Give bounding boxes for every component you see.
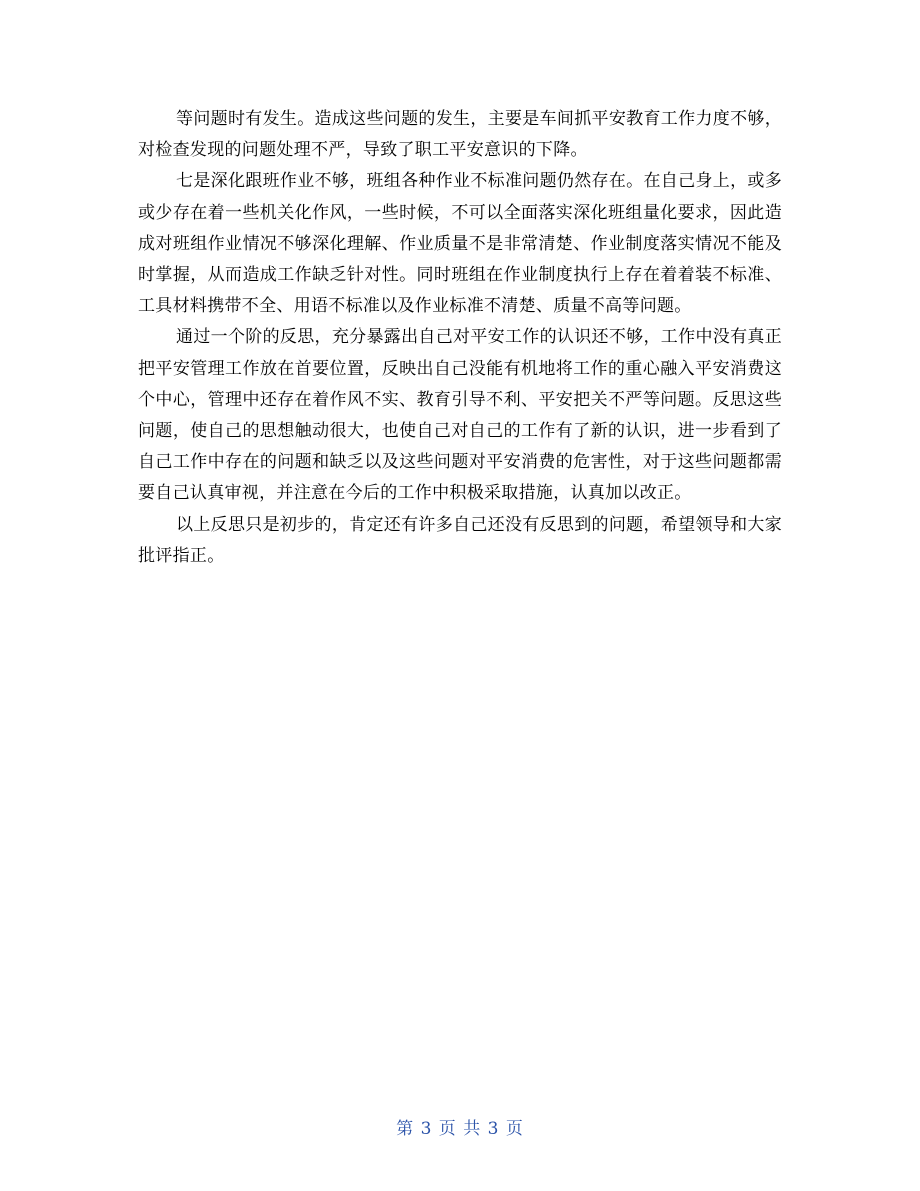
paragraph-1: 等问题时有发生。造成这些问题的发生，主要是车间抓平安教育工作力度不够，对检查发现的问题处理不严，导致了职工平安意识的下降。 <box>138 109 782 161</box>
paragraph-4: 以上反思只是初步的，肯定还有许多自己还没有反思到的问题，希望领导和大家批评指正。 <box>138 514 782 566</box>
document-body <box>138 104 782 572</box>
paragraph-3: 通过一个阶的反思，充分暴露出自己对平安工作的认识还不够，工作中没有真正把平安管理工作放在首要位置，反映出自己没能有机地将工作的重心融入平安消费这个中心，管理中还存在着作风不实、教育引导不利、平安把关不严等问题。反思这些问题，使自己的思想触动很大，也使自己对自己的工作有了新的认识，进一步看到了自己工作中存在的问题和缺乏以及这些问题对平安消费的危害性，对于这些问题都需要自己认真审视，并注意在今后的工作中积极采取措施，认真加以改正。 <box>138 327 782 504</box>
paragraph-2: 七是深化跟班作业不够，班组各种作业不标准问题仍然存在。在自己身上，或多或少存在着一些机关化作风，一些时候，不可以全面落实深化班组量化要求，因此造成对班组作业情况不够深化理解、作业质量不是非常清楚、作业制度落实情况不能及时掌握，从而造成工作缺乏针对性。同时班组在作业制度执行上存在着着装不标准、工具材料携带不全、用语不标准以及作业标准不清楚、质量不高等问题。 <box>138 171 782 317</box>
page-number-footer: 第 3 页 共 3 页 <box>396 1119 524 1139</box>
